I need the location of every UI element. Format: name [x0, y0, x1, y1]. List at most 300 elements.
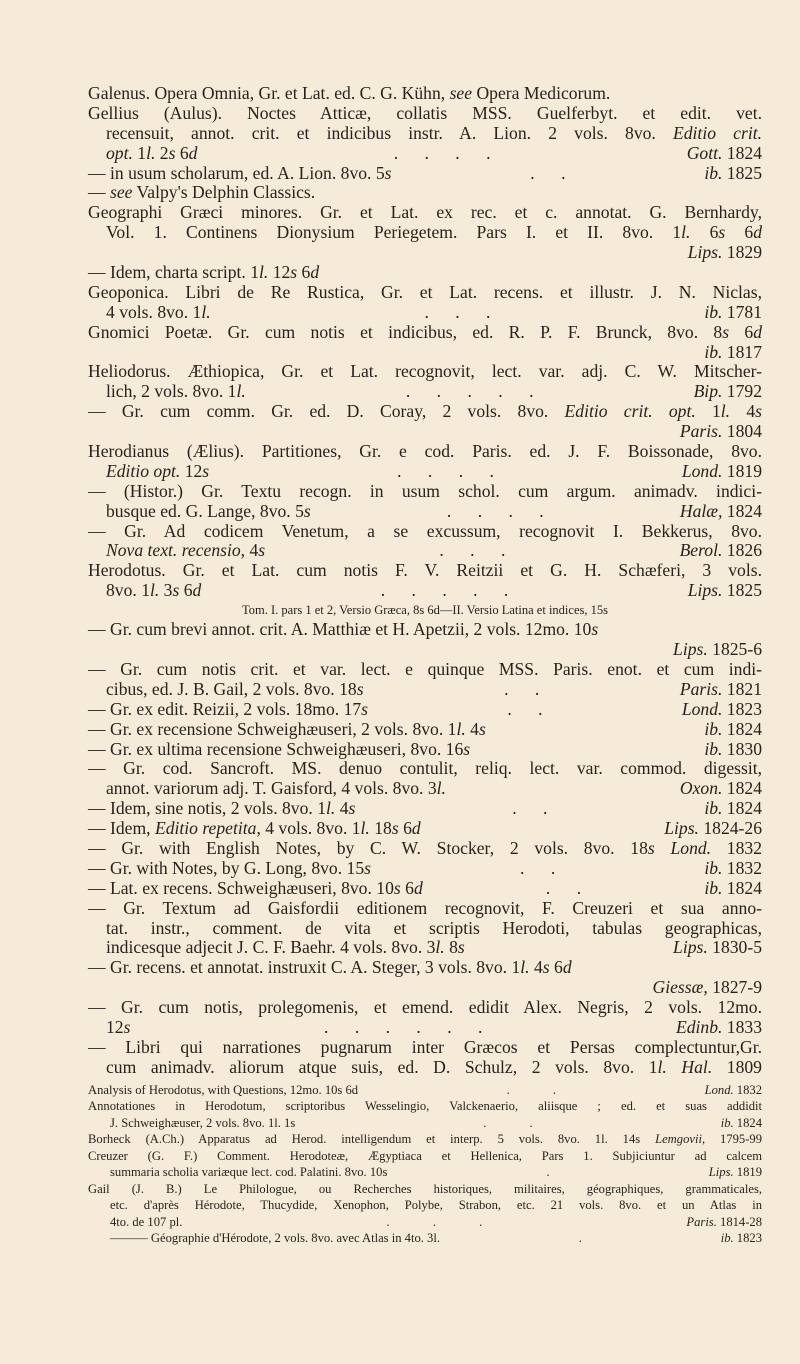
catalog-line [88, 779, 762, 799]
catalog-line [88, 938, 762, 958]
catalog-line [88, 243, 762, 263]
dot-leader: . . [530, 162, 566, 183]
text-segment: 6 [690, 223, 719, 243]
italic-text: s [356, 678, 364, 699]
entry-text [106, 779, 446, 799]
catalog-line [88, 660, 762, 680]
italic-text: Edinb. [675, 1016, 723, 1037]
entry-text [88, 819, 421, 839]
entry-text [106, 938, 465, 958]
catalog-line [88, 303, 762, 323]
text-segment: Gellius (Aulus). Noctes Atticæ, collatis MSS. Guelferbyt. et edit. vet. [88, 103, 762, 123]
text-segment: 1825-6 [707, 639, 762, 660]
italic-text: s [722, 322, 730, 342]
italic-text: s [348, 798, 356, 819]
place-year [704, 343, 762, 363]
catalog-line [88, 1018, 762, 1038]
catalog-line [88, 1058, 762, 1078]
text-segment: 1832 [711, 838, 762, 858]
text-segment: etc. d'après Hérodote, Thucydide, Xenophon, Polybe, Strabon, etc. 21 vols. 8vo. et un Atlas in [110, 1198, 762, 1213]
entry-text [88, 799, 355, 819]
italic-text: l. [435, 937, 445, 958]
italic-text: s [384, 162, 392, 183]
text-segment: Annotationes in Herodotum, scriptoribus Wesselingio, Valckenaerio, aliisque ; ed. et suas addidit [88, 1099, 762, 1114]
text-segment: — Lat. ex recens. Schweighæuseri, 8vo. 10 [88, 877, 394, 898]
place-year [704, 164, 762, 184]
text-segment: 1824 [733, 1115, 762, 1130]
catalog-page [88, 84, 762, 1247]
text-segment: 1832 [722, 857, 762, 878]
place-year [705, 1082, 762, 1099]
catalog-line [88, 402, 762, 422]
dot-leader: . . [520, 857, 556, 878]
dot-leader: . . . [386, 1214, 483, 1229]
dot-leader: . . [483, 1115, 533, 1130]
catalog-line [88, 382, 762, 402]
text-segment: 1824 [722, 142, 762, 163]
catalog-line [88, 343, 762, 363]
text-segment: 1824 [722, 778, 762, 799]
italic-text: l. [657, 1057, 667, 1077]
italic-text: Paris. [679, 421, 723, 442]
entry-text [88, 402, 762, 422]
italic-text: ib. [704, 738, 723, 759]
text-segment: — Gr. ex edit. Reizii, 2 vols. 18mo. 17 [88, 698, 362, 719]
dot-leader: . . . . . [380, 580, 509, 601]
entry-text [88, 283, 762, 303]
text-segment: 1826 [722, 540, 762, 561]
text-segment [655, 839, 671, 858]
catalog-line [88, 1038, 762, 1058]
main-entries [88, 84, 762, 1078]
dot-leader: . . . . [397, 460, 494, 481]
entry-text [88, 958, 572, 978]
place-year [704, 740, 762, 760]
text-segment: — Gr. recens. et annotat. instruxit C. A. Steger, 3 vols. 8vo. 1 [88, 957, 521, 978]
italic-text: l. [456, 718, 466, 739]
text-segment: 1825 [722, 162, 762, 183]
text-segment: Analysis of Herodotus, with Questions, 12mo. 10s 6d [88, 1082, 359, 1097]
entry-text [88, 899, 762, 919]
text-segment: busque ed. G. Lange, 8vo. 5 [106, 500, 304, 521]
catalog-line [88, 502, 762, 522]
catalog-line [88, 223, 762, 243]
entry-text [88, 759, 762, 779]
catalog-line [88, 462, 762, 482]
text-segment: Herodianus (Ælius). Partitiones, Gr. e cod. Paris. ed. J. F. Boissonade, 8vo. [88, 442, 762, 462]
italic-text: d [310, 262, 320, 283]
catalog-line [88, 759, 762, 779]
text-segment: 4 [730, 402, 756, 422]
text-segment: indicesque adjecit J. C. F. Baehr. 4 vols. 8vo. 3 [106, 937, 436, 958]
text-segment: tat. instr., comment. de vita et scriptis Herodoti, tabulas geographicas, [106, 918, 762, 938]
italic-text: Lemgovii, [655, 1132, 706, 1147]
italic-text: s [172, 580, 180, 601]
text-segment: 1830-5 [707, 937, 762, 958]
place-year [673, 640, 762, 660]
text-segment: Tom. I. pars 1 et 2, Versio Græca, 8s 6d—II. Versio Latina et indices, 15s [242, 603, 608, 618]
entry-text [88, 442, 762, 462]
entry-text [88, 362, 762, 382]
text-segment: — Gr. Textum ad Gaisfordii editionem recognovit, F. Creuzeri et sua anno- [88, 898, 762, 918]
text-segment: — Gr. with Notes, by G. Long, 8vo. 15 [88, 857, 365, 878]
entry-text [106, 223, 762, 243]
italic-text: ib. [704, 162, 723, 183]
catalog-line [88, 1164, 762, 1181]
small-print-entries [88, 1082, 762, 1247]
entry-text [106, 1058, 762, 1078]
catalog-line [88, 958, 762, 978]
italic-text: Berol. [679, 540, 723, 561]
entry-text [106, 919, 762, 939]
catalog-line [88, 104, 762, 124]
italic-text: l. [201, 301, 211, 322]
catalog-line [88, 1181, 762, 1198]
catalog-line [88, 919, 762, 939]
place-year [680, 680, 762, 700]
text-segment: Creuzer (G. F.) Comment. Herodoteæ, Ægyptiaca et Hellenica, Pars 1. Subjiciuntur ad calcem [88, 1148, 762, 1163]
text-segment: J. Schweighæuser, 2 vols. 8vo. 1l. 1s [110, 1115, 296, 1130]
entry-text [106, 1018, 130, 1038]
text-segment: Opera Medicorum. [472, 83, 611, 103]
italic-text: l. [720, 402, 731, 422]
italic-text: Lond. [681, 698, 723, 719]
dot-leader: . . [506, 1082, 557, 1097]
catalog-line [88, 899, 762, 919]
catalog-line [88, 283, 762, 303]
place-year [704, 859, 762, 879]
entry-text [88, 839, 762, 859]
catalog-line [88, 640, 762, 660]
italic-text: Gott. [686, 142, 723, 163]
italic-text: ib. [704, 798, 723, 819]
italic-text: ib. [704, 877, 723, 898]
text-segment: 8vo. 1 [106, 580, 150, 601]
entry-text [88, 164, 392, 184]
place-year [673, 938, 762, 958]
italic-text: Editio repetita [154, 818, 257, 839]
italic-text: Lips. [673, 639, 708, 660]
place-year [682, 700, 762, 720]
text-segment: Valpy's Delphin Classics. [132, 182, 316, 203]
text-segment: 1795-99 [705, 1132, 762, 1147]
text-segment: 2 [155, 142, 169, 163]
entry-text [88, 1038, 762, 1058]
dot-leader: . [578, 1231, 582, 1246]
italic-text: s [168, 142, 176, 163]
italic-text: l. [146, 142, 156, 163]
text-segment: 6 [400, 877, 414, 898]
catalog-line [88, 1082, 762, 1099]
dot-leader: . . [507, 698, 543, 719]
entry-text [88, 263, 319, 283]
text-segment: 1823 [733, 1231, 762, 1246]
text-segment: — Gr. Ad codicem Venetum, a se excussum, recognovit I. Bekkerus, 8vo. [88, 521, 762, 541]
text-segment: 1819 [733, 1165, 762, 1180]
entry-text [88, 1131, 762, 1148]
entry-text [88, 660, 762, 680]
entry-text [106, 581, 201, 601]
italic-text: Lond. [681, 460, 723, 481]
entry-text [88, 482, 762, 502]
text-segment: 6 [297, 262, 311, 283]
text-segment: — Gr. cod. Sancroft. MS. denuo contulit, reliq. lect. var. commod. digessit, [88, 759, 762, 779]
text-segment: — (Histor.) Gr. Textu recogn. in usum schol. cum argum. animadv. indici- [88, 481, 762, 501]
catalog-line [88, 1115, 762, 1132]
italic-text: ib. [704, 301, 723, 322]
text-segment: 8 [444, 937, 458, 958]
text-segment: — Gr. cum notis crit. et var. lect. e quinque MSS. Paris. enot. et cum indi- [88, 659, 762, 679]
dot-leader: . . [504, 678, 540, 699]
text-segment: 1781 [722, 301, 762, 322]
place-year [676, 1018, 762, 1038]
text-segment: summaria scholia variæque lect. cod. Palatini. 8vo. 10s [110, 1165, 388, 1180]
text-segment: cibus, ed. J. B. Gail, 2 vols. 8vo. 18 [106, 678, 357, 699]
catalog-line [88, 183, 762, 203]
italic-text: s [393, 877, 401, 898]
italic-text: s [391, 818, 399, 839]
text-segment: Gail (J. B.) Le Philologue, ou Recherches historiques, militaires, géographiques, grammaticales, [88, 1181, 762, 1196]
text-segment: 12 [180, 460, 203, 481]
entry-text [88, 720, 486, 740]
entry-text [106, 462, 209, 482]
entry-text [88, 879, 423, 899]
italic-text: ib. [704, 857, 723, 878]
italic-text: Lips. [673, 937, 708, 958]
place-year [721, 1230, 762, 1247]
entry-text [88, 104, 762, 124]
text-segment: — Gr. cum comm. Gr. ed. D. Coray, 2 vols. 8vo. [88, 402, 565, 422]
text-segment: ——— Géographie d'Hérodote, 2 vols. 8vo. avec Atlas in 4to. 3l. [110, 1231, 440, 1246]
catalog-line [88, 819, 762, 839]
text-segment: 1832 [733, 1082, 762, 1097]
place-year [709, 1164, 762, 1181]
entry-text [106, 382, 246, 402]
text-segment [667, 1058, 682, 1077]
place-year [704, 720, 762, 740]
italic-text: s [303, 500, 311, 521]
place-year [680, 541, 762, 561]
place-year [680, 422, 762, 442]
catalog-line [88, 263, 762, 283]
entry-text [106, 144, 197, 164]
catalog-line [88, 1214, 762, 1231]
catalog-line [88, 720, 762, 740]
text-segment: 1817 [722, 341, 762, 362]
text-segment: — Libri qui narrationes pugnarum inter Græcos et Persas complectuntur,Gr. [88, 1037, 762, 1057]
italic-text: s [202, 460, 210, 481]
catalog-line [88, 84, 762, 104]
italic-text: see [110, 182, 133, 203]
italic-text: d [753, 223, 762, 243]
catalog-line [88, 203, 762, 223]
place-year [704, 303, 762, 323]
dot-leader: . . [545, 877, 582, 898]
entry-text [88, 183, 315, 203]
text-segment: 6 [175, 142, 189, 163]
text-segment: — Gr. with English Notes, by C. W. Stocker, 2 vols. 8vo. 18 [88, 838, 648, 858]
place-year [688, 243, 762, 263]
entry-text [88, 620, 598, 640]
italic-text: s [463, 738, 471, 759]
text-segment: Galenus. Opera Omnia, Gr. et Lat. ed. C. G. Kühn, [88, 83, 450, 103]
text-segment: 1814-28 [716, 1214, 762, 1229]
text-segment: recensuit, annot. crit. et indicibus instr. A. Lion. 2 vols. 8vo. [106, 123, 673, 143]
catalog-line [88, 442, 762, 462]
catalog-line [88, 541, 762, 561]
text-segment: 1829 [722, 242, 762, 263]
italic-text: Lond. [704, 1082, 734, 1097]
entry-text [88, 1148, 762, 1165]
italic-text: s [457, 937, 465, 958]
italic-text: Nova text. recensio, [106, 540, 246, 561]
italic-text: s [591, 619, 599, 640]
italic-text: ib. [720, 1115, 734, 1130]
entry-text [106, 541, 265, 561]
text-segment: 1824 [722, 798, 762, 819]
entry-text [88, 740, 470, 760]
text-segment: 4 [529, 957, 543, 978]
text-segment: 4 vols. 8vo. 1 [106, 301, 202, 322]
italic-text: s [361, 698, 369, 719]
italic-text: d [192, 580, 202, 601]
entry-text [106, 502, 311, 522]
text-segment: 1792 [722, 381, 762, 402]
dot-leader: . . . [424, 301, 491, 322]
catalog-line [88, 859, 762, 879]
italic-text: ib. [720, 1231, 734, 1246]
text-segment: , 4 vols. 8vo. 1 [256, 818, 361, 839]
italic-text: l. [149, 580, 160, 601]
entry-text [106, 124, 762, 144]
entry-text [88, 998, 762, 1018]
catalog-line [88, 323, 762, 343]
entry-text [88, 1082, 358, 1099]
text-segment: Heliodorus. Æthiopica, Gr. et Lat. recognovit, lect. var. adj. C. W. Mitscher- [88, 362, 762, 382]
entry-text [88, 1181, 762, 1198]
place-year [704, 799, 762, 819]
italic-text: Lips. [687, 580, 723, 601]
text-segment: 1824 [722, 718, 762, 739]
place-year [686, 1214, 762, 1231]
text-segment: 1804 [722, 421, 762, 442]
text-segment: — Gr. ex recensione Schweighæuseri, 2 vols. 8vo. 1 [88, 718, 457, 739]
text-segment: annot. variorum adj. T. Gaisford, 4 vols. 8vo. 3 [106, 778, 437, 799]
catalog-line [88, 799, 762, 819]
text-segment: 4 [465, 718, 479, 739]
catalog-line [88, 1148, 762, 1165]
place-year [680, 502, 762, 522]
dot-leader: . . . . . [405, 381, 534, 402]
entry-text [88, 203, 762, 223]
text-segment: 1825 [722, 580, 762, 601]
italic-text: s [718, 223, 726, 243]
catalog-line [88, 581, 762, 601]
text-segment: 1830 [722, 738, 762, 759]
catalog-line [88, 124, 762, 144]
text-segment: 1824 [722, 877, 762, 898]
text-segment: 12 [106, 1016, 124, 1037]
italic-text: Lips. [708, 1165, 734, 1180]
italic-text: s [542, 957, 550, 978]
catalog-line [88, 1098, 762, 1115]
catalog-line [88, 482, 762, 502]
text-segment: 1823 [722, 698, 762, 719]
text-segment: Gnomici Poetæ. Gr. cum notis et indicibus, ed. R. P. F. Brunck, 8vo. 8 [88, 322, 723, 342]
place-year [721, 1115, 762, 1132]
italic-text: Editio opt. [106, 460, 181, 481]
text-segment: lich, 2 vols. 8vo. 1 [106, 381, 237, 402]
entry-text [110, 1197, 762, 1214]
catalog-line [88, 879, 762, 899]
text-segment: 1809 [712, 1057, 762, 1077]
entry-text [110, 1230, 440, 1247]
text-segment: 18 [369, 818, 392, 839]
catalog-line [88, 700, 762, 720]
text-segment: — Gr. ex ultima recensione Schweighæuseri, 8vo. 16 [88, 738, 464, 759]
entry-text [88, 323, 762, 343]
text-segment: 3 [159, 580, 173, 601]
text-segment: — in usum scholarum, ed. A. Lion. 8vo. 5 [88, 162, 385, 183]
italic-text: Bip. [693, 381, 723, 402]
italic-text: d [188, 142, 198, 163]
catalog-line [88, 144, 762, 164]
entry-text [110, 1164, 387, 1181]
text-segment: 4to. de 107 pl. [110, 1214, 183, 1229]
place-year [688, 581, 762, 601]
italic-text: see [449, 83, 473, 103]
italic-text: opt. [106, 142, 133, 163]
entry-text [110, 1214, 182, 1231]
text-segment: 4 [245, 540, 259, 561]
entry-text [106, 303, 211, 323]
catalog-line [88, 164, 762, 184]
entry-text [242, 601, 608, 620]
dot-leader: . . . . [393, 142, 491, 163]
text-segment: — Idem, [88, 818, 155, 839]
italic-text: ib. [704, 718, 723, 739]
catalog-line [88, 740, 762, 760]
text-segment: Herodotus. Gr. et Lat. cum notis F. V. Reitzii et G. H. Schæferi, 3 vols. [88, 561, 762, 581]
italic-text: s [290, 262, 298, 283]
entry-text [88, 1098, 762, 1115]
entry-text [88, 700, 368, 720]
catalog-line [88, 522, 762, 542]
italic-text: l. [520, 957, 530, 978]
text-segment: 1824 [722, 500, 762, 521]
dot-leader: . . . . . . [324, 1016, 483, 1037]
italic-text: d [413, 877, 423, 898]
italic-text: s [478, 718, 486, 739]
text-segment: — [88, 182, 110, 203]
text-segment: — Gr. cum notis, prolegomenis, et emend. edidit Alex. Negris, 2 vols. 12mo. [88, 998, 762, 1018]
catalog-line [88, 422, 762, 442]
place-year [653, 978, 762, 998]
text-segment: Geographi Græci minores. Gr. et Lat. ex rec. et c. annotat. G. Bernhardy, [88, 203, 762, 223]
text-segment: 1833 [722, 1016, 762, 1037]
text-segment: 1 [132, 142, 147, 163]
italic-text: s [755, 402, 762, 422]
italic-text: Halæ, [679, 500, 723, 521]
italic-text: ib. [704, 341, 723, 362]
italic-text: Lips. [664, 818, 699, 839]
italic-text: l. [236, 381, 246, 402]
text-segment: Geoponica. Libri de Re Rustica, Gr. et Lat. recens. et illustr. J. N. Niclas, [88, 282, 762, 302]
text-segment: — Idem, sine notis, 2 vols. 8vo. 1 [88, 798, 326, 819]
text-segment: Vol. 1. Continens Dionysium Periegetem. Pars I. et II. 8vo. 1 [106, 223, 682, 243]
place-year [704, 879, 762, 899]
text-segment: Borheck (A.Ch.) Apparatus ad Herod. intelligendum et interp. 5 vols. 8vo. 1l. 14s [88, 1132, 656, 1147]
